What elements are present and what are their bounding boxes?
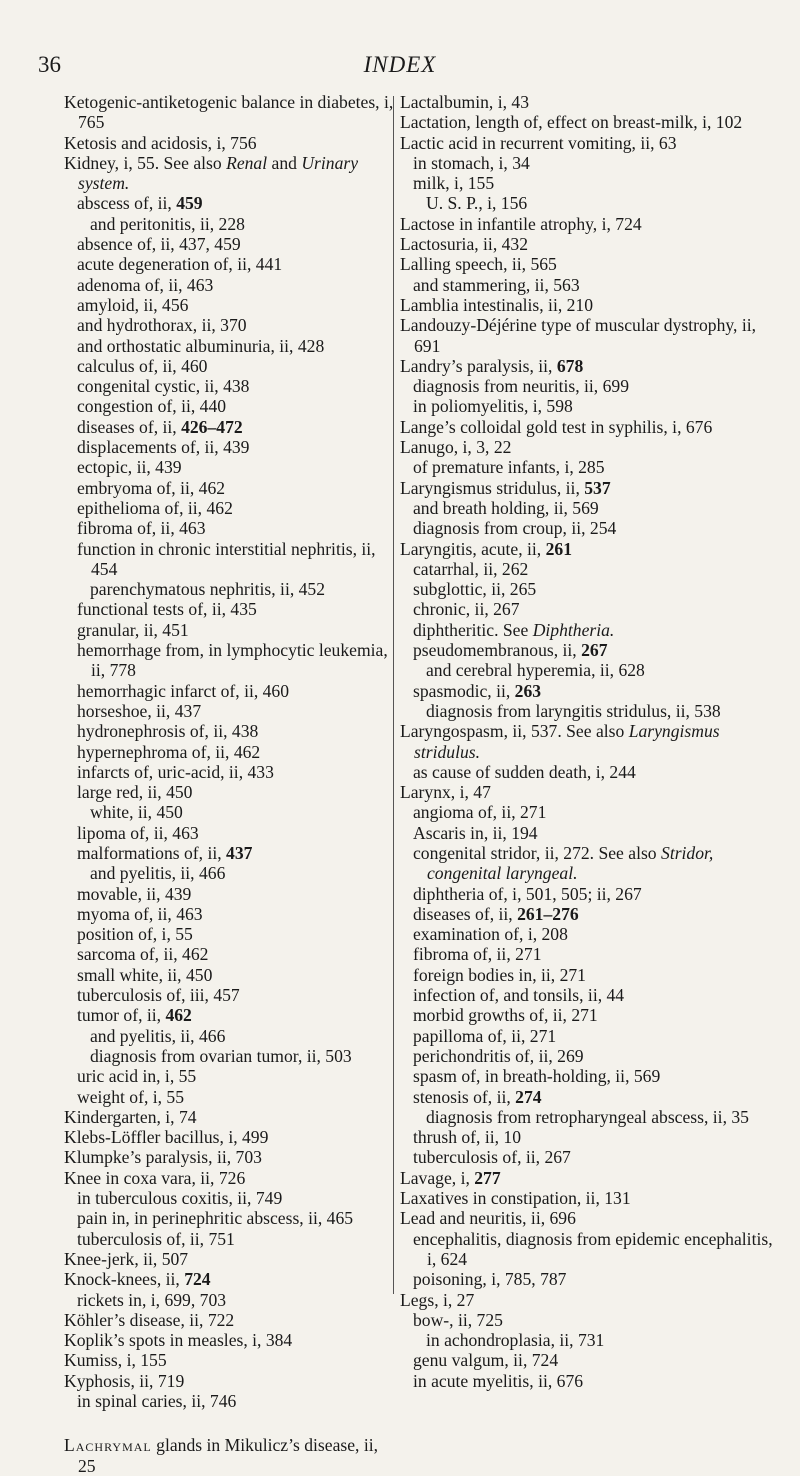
index-entry: functional tests of, ii, 435 — [77, 599, 257, 620]
index-entry: chronic, ii, 267 — [413, 599, 520, 620]
index-entry: morbid growths of, ii, 271 — [413, 1005, 598, 1026]
index-entry: tuberculosis of, ii, 267 — [413, 1147, 571, 1168]
index-entry: Lactosuria, ii, 432 — [400, 234, 529, 255]
index-entry: thrush of, ii, 10 — [413, 1127, 522, 1148]
index-entry: fibroma of, ii, 271 — [413, 944, 542, 965]
index-entry: Ketosis and acidosis, i, 756 — [64, 132, 257, 153]
index-entry: in tuberculous coxitis, ii, 749 — [77, 1188, 283, 1209]
index-entry: and stammering, ii, 563 — [413, 274, 580, 295]
index-entry: diagnosis from croup, ii, 254 — [413, 518, 617, 539]
index-entry: Lactation, length of, effect on breast-milk, i, 102 — [400, 112, 743, 133]
index-entry: horseshoe, ii, 437 — [77, 700, 202, 721]
index-entry: foreign bodies in, ii, 271 — [413, 964, 586, 985]
index-entry: Lange’s colloidal gold test in syphilis, i, 676 — [400, 416, 713, 437]
index-entry: rickets in, i, 699, 703 — [77, 1289, 227, 1310]
index-entry: fibroma of, ii, 463 — [77, 518, 206, 539]
index-column-left — [64, 92, 394, 1476]
index-entry: encephalitis, diagnosis from epidemic encephalitis, i, 624 — [413, 1228, 773, 1269]
index-entry: Knock-knees, ii, 724 — [64, 1269, 211, 1290]
index-entry: Lalling speech, ii, 565 — [400, 254, 557, 275]
index-entry: infarcts of, uric-acid, ii, 433 — [77, 761, 274, 782]
page-number: 36 — [38, 52, 61, 77]
index-entry: Knee in coxa vara, ii, 726 — [64, 1167, 246, 1188]
index-entry: congenital cystic, ii, 438 — [77, 376, 250, 397]
index-entry: pain in, in perinephritic abscess, ii, 465 — [77, 1208, 354, 1229]
index-entry: uric acid in, i, 55 — [77, 1066, 197, 1087]
index-entry: displacements of, ii, 439 — [77, 437, 250, 458]
index-entry: bow-, ii, 725 — [413, 1309, 503, 1330]
index-entry: Laryngitis, acute, ii, 261 — [400, 538, 572, 559]
index-entry: acute degeneration of, ii, 441 — [77, 254, 283, 275]
index-entry: Lactalbumin, i, 43 — [400, 92, 529, 112]
index-entry: absence of, ii, 437, 459 — [77, 234, 241, 255]
index-entry: in spinal caries, ii, 746 — [77, 1391, 237, 1411]
index-entry: in acute myelitis, ii, 676 — [413, 1370, 584, 1391]
index-entry: Ascaris in, ii, 194 — [413, 822, 538, 843]
index-entry: Knee-jerk, ii, 507 — [64, 1248, 189, 1269]
index-entry: Laryngismus stridulus, ii, 537 — [400, 477, 611, 498]
index-entry: weight of, i, 55 — [77, 1086, 185, 1107]
index-entry: Klumpke’s paralysis, ii, 703 — [64, 1147, 262, 1168]
index-entry: white, ii, 450 — [90, 802, 183, 823]
index-entry: abscess of, ii, 459 — [77, 193, 203, 214]
index-entry: poisoning, i, 785, 787 — [413, 1269, 567, 1290]
index-entry: small white, ii, 450 — [77, 964, 213, 985]
index-entry: spasmodic, ii, 263 — [413, 680, 542, 701]
index-entry: papilloma of, ii, 271 — [413, 1025, 557, 1046]
index-entry: in poliomyelitis, i, 598 — [413, 396, 573, 417]
index-entry: hemorrhagic infarct of, ii, 460 — [77, 680, 290, 701]
index-entry: diagnosis from laryngitis stridulus, ii, 538 — [426, 700, 721, 721]
index-entry: milk, i, 155 — [413, 173, 495, 194]
index-entry: genu valgum, ii, 724 — [413, 1350, 559, 1371]
section-gap — [64, 1411, 394, 1435]
index-entry: Ketogenic-antiketogenic balance in diabetes, i, 765 — [64, 92, 394, 133]
index-entry: hypernephroma of, ii, 462 — [77, 741, 261, 762]
index-entry: congenital stridor, ii, 272. See also Stridor, congenital laryngeal. — [413, 842, 714, 884]
index-entry: diagnosis from ovarian tumor, ii, 503 — [90, 1045, 352, 1066]
index-entry: Klebs-Löffler bacillus, i, 499 — [64, 1127, 269, 1148]
running-head: INDEX — [363, 52, 437, 77]
index-entry: in stomach, i, 34 — [413, 152, 530, 173]
index-entry: and hydrothorax, ii, 370 — [77, 315, 247, 336]
index-entry: and breath holding, ii, 569 — [413, 497, 599, 518]
index-entry: diphtheria of, i, 501, 505; ii, 267 — [413, 883, 642, 904]
index-entry: Lachrymal glands in Mikulicz’s disease, ii, 25 — [64, 1435, 379, 1476]
index-entry: diphtheritic. See Diphtheria. — [413, 619, 615, 640]
index-entry: movable, ii, 439 — [77, 883, 192, 904]
index-entry: Lamblia intestinalis, ii, 210 — [400, 294, 594, 315]
index-entry: in achondroplasia, ii, 731 — [426, 1330, 605, 1351]
index-entry: Kyphosis, ii, 719 — [64, 1370, 185, 1391]
column-divider — [393, 96, 394, 1294]
index-entry: U. S. P., i, 156 — [426, 193, 528, 214]
index-entry: granular, ii, 451 — [77, 619, 189, 640]
index-entry: myoma of, ii, 463 — [77, 903, 203, 924]
index-entry: ectopic, ii, 439 — [77, 457, 182, 478]
index-entry: hydronephrosis of, ii, 438 — [77, 721, 259, 742]
index-entry: examination of, i, 208 — [413, 924, 568, 945]
index-entry: and pyelitis, ii, 466 — [90, 1025, 226, 1046]
index-entry: tuberculosis of, ii, 751 — [77, 1228, 235, 1249]
index-entry: perichondritis of, ii, 269 — [413, 1045, 584, 1066]
index-entry: Larynx, i, 47 — [400, 782, 491, 803]
index-entry: Lactose in infantile atrophy, i, 724 — [400, 213, 642, 234]
index-entry: Laxatives in constipation, ii, 131 — [400, 1188, 631, 1209]
index-entry: adenoma of, ii, 463 — [77, 274, 214, 295]
index-entry: pseudomembranous, ii, 267 — [413, 640, 608, 661]
index-entry: hemorrhage from, in lymphocytic leukemia, ii, 778 — [77, 640, 388, 681]
index-entry: stenosis of, ii, 274 — [413, 1086, 542, 1107]
index-entry: angioma of, ii, 271 — [413, 802, 547, 823]
index-entry: and orthostatic albuminuria, ii, 428 — [77, 335, 325, 356]
index-entry: parenchymatous nephritis, ii, 452 — [90, 579, 326, 600]
index-entry: Landry’s paralysis, ii, 678 — [400, 355, 584, 376]
index-entry: congestion of, ii, 440 — [77, 396, 227, 417]
index-entry: subglottic, ii, 265 — [413, 579, 537, 600]
index-entry: diagnosis from neuritis, ii, 699 — [413, 376, 629, 397]
index-entry: and peritonitis, ii, 228 — [90, 213, 245, 234]
index-column-right — [400, 92, 774, 1391]
index-entry: embryoma of, ii, 462 — [77, 477, 226, 498]
index-entry: Kindergarten, i, 74 — [64, 1106, 197, 1127]
index-entry: position of, i, 55 — [77, 924, 193, 945]
index-entry: Lead and neuritis, ii, 696 — [400, 1208, 576, 1229]
index-entry: Kumiss, i, 155 — [64, 1350, 167, 1371]
index-entry: infection of, and tonsils, ii, 44 — [413, 985, 625, 1006]
index-entry: lipoma of, ii, 463 — [77, 822, 199, 843]
index-entry: large red, ii, 450 — [77, 782, 193, 803]
index-entry: amyloid, ii, 456 — [77, 294, 189, 315]
index-entry: tuberculosis of, iii, 457 — [77, 985, 240, 1006]
index-entry: diseases of, ii, 426–472 — [77, 416, 243, 437]
index-entry: diseases of, ii, 261–276 — [413, 903, 579, 924]
index-entry: Kidney, i, 55. See also Renal and Urinary system. — [64, 152, 359, 194]
index-entry: sarcoma of, ii, 462 — [77, 944, 209, 965]
index-entry: function in chronic interstitial nephritis, ii, 454 — [77, 538, 376, 579]
index-entry: spasm of, in breath-holding, ii, 569 — [413, 1066, 661, 1087]
index-entry: diagnosis from retropharyngeal abscess, ii, 35 — [426, 1106, 749, 1127]
index-entry: Lactic acid in recurrent vomiting, ii, 63 — [400, 132, 677, 153]
index-entry: malformations of, ii, 437 — [77, 842, 253, 863]
index-entry: Koplik’s spots in measles, i, 384 — [64, 1330, 293, 1351]
index-entry: Landouzy-Déjérine type of muscular dystrophy, ii, 691 — [400, 315, 757, 356]
index-entry: and cerebral hyperemia, ii, 628 — [426, 660, 645, 681]
index-entry: Lanugo, i, 3, 22 — [400, 437, 512, 458]
index-entry: Lavage, i, 277 — [400, 1167, 501, 1188]
index-entry: Köhler’s disease, ii, 722 — [64, 1309, 235, 1330]
index-entry: epithelioma of, ii, 462 — [77, 497, 233, 518]
index-entry: and pyelitis, ii, 466 — [90, 863, 226, 884]
index-entry: Laryngospasm, ii, 537. See also Laryngismus stridulus. — [400, 721, 720, 762]
index-entry: tumor of, ii, 462 — [77, 1005, 192, 1026]
index-entry: of premature infants, i, 285 — [413, 457, 605, 478]
index-entry: Legs, i, 27 — [400, 1289, 475, 1310]
index-entry: calculus of, ii, 460 — [77, 355, 208, 376]
index-entry: catarrhal, ii, 262 — [413, 558, 529, 579]
index-entry: as cause of sudden death, i, 244 — [413, 761, 636, 782]
